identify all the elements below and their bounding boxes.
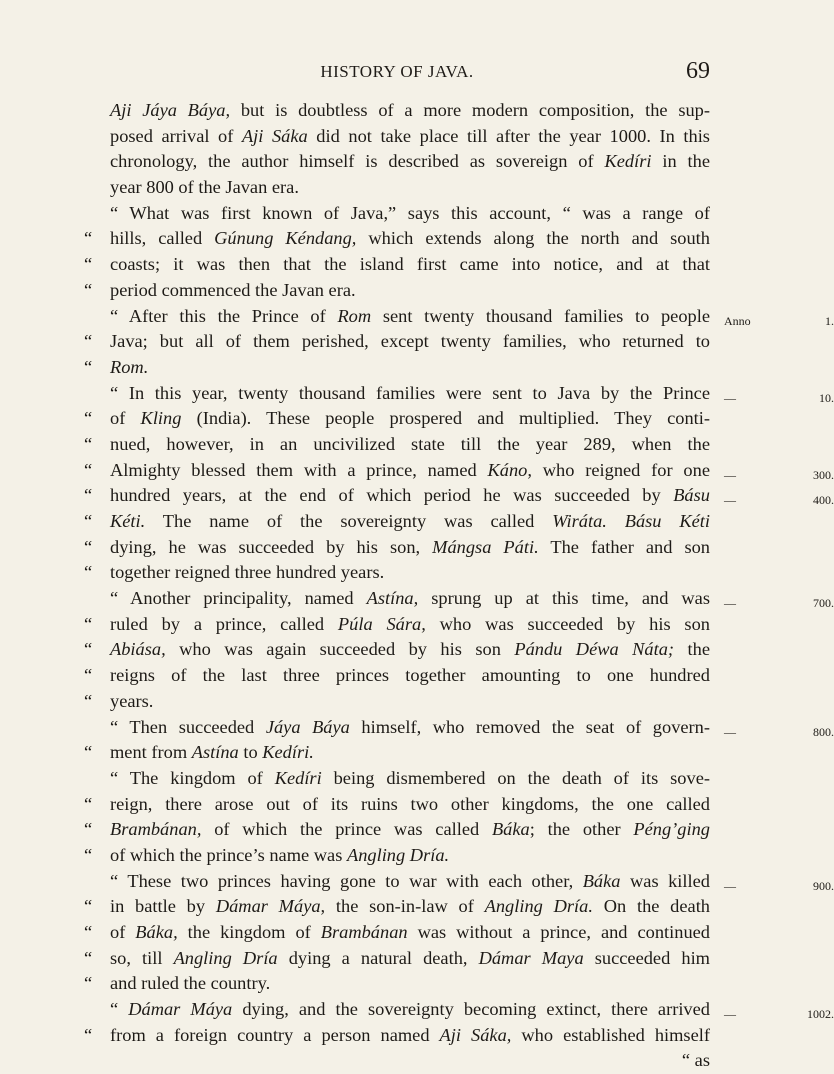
text-run: years. xyxy=(110,690,154,711)
quote-mark: “ xyxy=(84,408,93,429)
text-run: ruled by a prince, called xyxy=(110,613,338,634)
text-run: “ In this year, twenty thousand families were sent to Java by the Prince xyxy=(110,382,710,403)
quote-mark: “ xyxy=(84,331,93,352)
text-run: was without a prince, and continued xyxy=(407,922,710,942)
text-run: “ After this the Prince of xyxy=(110,305,338,326)
margin-note: — 800. xyxy=(724,724,834,739)
text-run: “ as xyxy=(681,1050,710,1071)
text-run: which extends along the north and south xyxy=(356,228,710,249)
text-run: of xyxy=(110,408,141,429)
text-run: dying a natural death, xyxy=(277,947,479,968)
margin-note: — 1002. xyxy=(724,1007,834,1022)
text-run: was killed xyxy=(620,870,710,891)
italic-name: Jáya Báya xyxy=(265,716,350,737)
quote-mark: “ xyxy=(84,896,93,917)
italic-name: Kling xyxy=(140,408,182,429)
quote-mark: “ xyxy=(84,947,93,968)
italic-name: Kedíri xyxy=(274,767,322,788)
italic-name: Básu xyxy=(673,485,710,506)
quote-mark: “ xyxy=(84,511,93,531)
text-line xyxy=(84,535,710,561)
text-line xyxy=(84,252,710,278)
quote-mark: “ xyxy=(84,228,93,249)
text-run: together reigned three hundred years. xyxy=(110,562,385,583)
text-line xyxy=(84,946,710,972)
italic-name: Astína xyxy=(191,742,239,763)
margin-note: — 400. xyxy=(724,493,834,508)
italic-name: Aji Sáka xyxy=(241,125,308,146)
text-run: ment from xyxy=(110,742,192,763)
quote-mark: “ xyxy=(84,485,93,506)
text-run: dying, he was succeeded by his son, xyxy=(110,536,433,557)
catchword xyxy=(84,1048,710,1074)
text-run: of which the prince’s name was xyxy=(110,844,347,865)
italic-name: Angling Dría. xyxy=(346,844,450,865)
page-number: 69 xyxy=(686,58,710,84)
text-run: ; the other xyxy=(529,819,634,840)
text-run: to xyxy=(238,742,263,763)
text-run: The father and son xyxy=(538,536,710,557)
text-line xyxy=(84,894,710,920)
quote-mark: “ xyxy=(84,254,93,275)
running-head: HISTORY OF JAVA. xyxy=(320,62,474,81)
page-header xyxy=(84,58,710,86)
text-run: hills, called xyxy=(110,228,215,249)
italic-name: Wiráta. Básu Kéti xyxy=(552,511,710,531)
text-run: being dismembered on the death of its sove- xyxy=(321,767,710,788)
text-line xyxy=(84,869,834,895)
quote-mark: “ xyxy=(84,742,93,763)
text-line xyxy=(84,1023,710,1049)
text-run: coasts; it was then that the island first came into notice, and at that xyxy=(110,254,710,275)
text-run: (India). These people prospered and multiplied. They conti- xyxy=(181,408,710,429)
italic-name: Péng’ging xyxy=(633,819,710,840)
italic-name: Dámar Máya xyxy=(128,999,233,1020)
text-line xyxy=(84,483,834,509)
quote-mark: “ xyxy=(84,793,93,814)
text-run: the son-in-law of xyxy=(325,896,485,917)
text-run: but is doubtless of a more modern composition, the sup- xyxy=(230,100,710,120)
italic-name: Gúnung Kéndang, xyxy=(214,228,357,249)
italic-name: Púla Sára, xyxy=(337,613,426,634)
quote-mark: “ xyxy=(84,819,93,840)
text-run: in the xyxy=(651,151,710,172)
text-line xyxy=(84,689,710,715)
text-run: so, till xyxy=(110,947,174,968)
italic-name: Abiása, xyxy=(110,639,166,660)
text-run: “ The kingdom of xyxy=(110,767,275,788)
text-line xyxy=(84,817,710,843)
text-run: “ Then succeeded xyxy=(110,716,266,737)
text-run: reign, there arose out of its ruins two other kingdoms, the one called xyxy=(110,793,710,814)
margin-note: — 300. xyxy=(724,467,834,482)
text-run: The name of the sovereignty was called xyxy=(145,511,553,531)
text-line xyxy=(84,406,710,432)
text-run: “ Another principality, named xyxy=(110,588,367,609)
body-text xyxy=(84,98,834,1074)
text-line xyxy=(84,149,710,175)
italic-name: Dámar Máya, xyxy=(215,896,326,917)
text-line xyxy=(84,637,710,663)
quote-mark: “ xyxy=(84,562,93,583)
text-run: Almighty blessed them with a prince, named xyxy=(110,459,488,480)
italic-name: Báka, xyxy=(135,922,178,942)
italic-name: Mángsa Páti. xyxy=(432,536,539,557)
italic-name: Rom xyxy=(337,305,372,326)
quote-mark: “ xyxy=(84,356,93,377)
italic-name: Aji Sáka, xyxy=(439,1024,512,1045)
text-line xyxy=(84,663,710,689)
text-run: of xyxy=(110,922,136,942)
text-line xyxy=(84,997,834,1023)
text-line xyxy=(84,586,834,612)
quote-mark: “ xyxy=(84,613,93,634)
quote-mark: “ xyxy=(84,279,93,300)
quote-mark: “ xyxy=(84,433,93,454)
text-run: from a foreign country a person named xyxy=(110,1024,440,1045)
italic-name: Káno, xyxy=(487,459,532,480)
italic-name: Kedíri xyxy=(604,151,652,172)
text-run: who was succeeded by his son xyxy=(425,613,710,634)
italic-name: Báka xyxy=(582,870,621,891)
italic-name: Brambánan xyxy=(320,922,408,942)
italic-name: Angling Dría xyxy=(173,947,278,968)
italic-name: Báka xyxy=(491,819,530,840)
text-line xyxy=(84,843,710,869)
text-run: the kingdom of xyxy=(177,922,321,942)
text-run: hundred years, at the end of which period he was succeeded by xyxy=(110,485,674,506)
text-line xyxy=(84,560,710,586)
text-line xyxy=(84,201,710,227)
quote-mark: “ xyxy=(84,665,93,686)
text-run: year 800 of the Javan era. xyxy=(110,177,299,198)
text-line xyxy=(84,175,710,201)
margin-note: — 900. xyxy=(724,878,834,893)
text-line xyxy=(84,226,710,252)
italic-name: Kedíri. xyxy=(262,742,314,763)
italic-name: Brambánan, xyxy=(110,819,202,840)
text-line xyxy=(84,792,710,818)
quote-mark: “ xyxy=(84,922,93,942)
quote-mark: “ xyxy=(84,459,93,480)
italic-name: Kéti. xyxy=(110,511,146,531)
text-run: of which the prince was called xyxy=(201,819,492,840)
text-run: and ruled the country. xyxy=(110,973,271,994)
text-line xyxy=(84,98,710,124)
margin-note: Anno 1. xyxy=(724,313,834,328)
text-line xyxy=(84,612,710,638)
text-run: who established himself xyxy=(511,1024,710,1045)
text-line xyxy=(84,381,834,407)
text-line xyxy=(84,766,710,792)
text-run: who reigned for one xyxy=(531,459,710,480)
quote-mark: “ xyxy=(84,536,93,557)
text-line xyxy=(84,920,710,946)
text-run: did not take place till after the year 1000. In this xyxy=(307,125,710,146)
quote-mark: “ xyxy=(84,844,93,865)
text-run: “ These two princes having gone to war with each other, xyxy=(110,870,583,891)
text-run: in battle by xyxy=(110,896,216,917)
text-run: “ xyxy=(110,999,129,1020)
text-line xyxy=(84,971,710,997)
italic-name: Rom. xyxy=(110,356,149,377)
italic-name: Pándu Déwa Náta; xyxy=(514,639,675,660)
text-run: himself, who removed the seat of govern- xyxy=(349,716,710,737)
text-run: On the death xyxy=(592,896,710,917)
text-line xyxy=(84,124,710,150)
text-line xyxy=(84,740,710,766)
text-run: chronology, the author himself is described as sovereign of xyxy=(110,151,605,172)
quote-mark: “ xyxy=(84,973,93,994)
text-run: succeeded him xyxy=(583,947,710,968)
text-run: who was again succeeded by his son xyxy=(165,639,515,660)
text-run: “ What was first known of Java,” says this account, “ was a range of xyxy=(110,202,710,223)
text-line xyxy=(84,304,834,330)
text-run: the xyxy=(674,639,710,660)
text-run: period commenced the Javan era. xyxy=(110,279,356,300)
italic-name: Aji Jáya Báya, xyxy=(110,100,231,120)
text-line xyxy=(84,329,710,355)
italic-name: Angling Dría. xyxy=(484,896,593,917)
text-line xyxy=(84,278,710,304)
text-line xyxy=(84,355,710,381)
text-run: dying, and the sovereignty becoming extinct, there arrived xyxy=(232,999,710,1020)
italic-name: Dámar Maya xyxy=(478,947,584,968)
text-run: Java; but all of them perished, except twenty families, who returned to xyxy=(110,331,710,352)
quote-mark: “ xyxy=(84,1024,93,1045)
text-run: reigns of the last three princes together amounting to one hundred xyxy=(110,665,710,686)
text-run: sent twenty thousand families to people xyxy=(371,305,710,326)
text-run: posed arrival of xyxy=(110,125,242,146)
italic-name: Astína, xyxy=(366,588,419,609)
margin-note: — 700. xyxy=(724,596,834,611)
text-line xyxy=(84,432,710,458)
text-run: nued, however, in an uncivilized state till the year 289, when the xyxy=(110,433,710,454)
quote-mark: “ xyxy=(84,690,93,711)
text-line xyxy=(84,715,834,741)
text-line xyxy=(84,458,834,484)
text-line xyxy=(84,509,710,535)
text-run: sprung up at this time, and was xyxy=(418,588,710,609)
quote-mark: “ xyxy=(84,639,93,660)
margin-note: — 10. xyxy=(724,390,834,405)
